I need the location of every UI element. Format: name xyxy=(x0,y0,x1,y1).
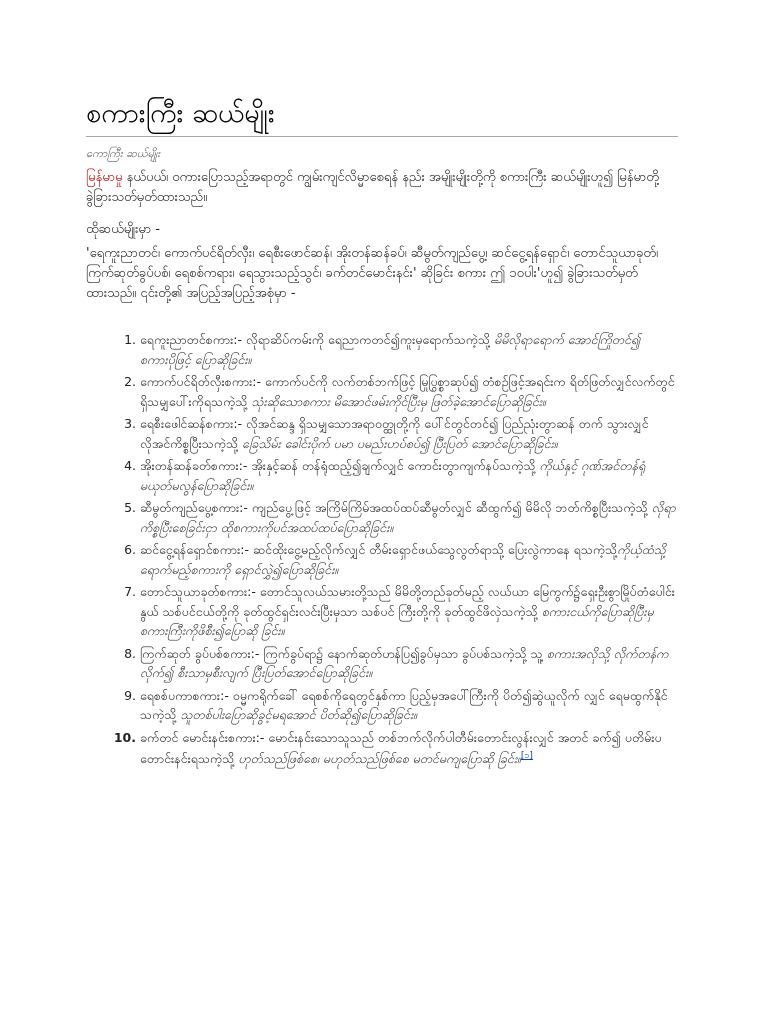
list-item xyxy=(124,582,678,641)
list-item-number: 5. xyxy=(124,500,136,515)
list-item-number: 4. xyxy=(124,458,136,473)
list-item xyxy=(113,728,678,769)
list-item xyxy=(124,644,678,683)
list-item-number: 9. xyxy=(124,687,136,703)
list-item xyxy=(124,540,678,579)
list-item-text: ကြက်ဆုတ် ခွပ်ပစ်စကား:- ကြက်ခွပ်ရာ၌ နောက်ဆုတ်ဟန်ပြ၍ခွပ်မှသာ ခွပ်ပစ်သကဲ့သို့ သူ့ xyxy=(140,645,547,661)
list-item-number: 10. xyxy=(113,729,136,745)
list-item-text: ရေစစ်ပကာစကား:- ဝမ္မကရိုက်ခေါ် ရေစစ်ကိုရေတွင်နှစ်ကာ ပြည့်မှအပေါ်ကြီးကို ပိတ်၍ဆွဲယူလိုက် လျှင် ရေမထွက်နိုင်သကဲ့သို့ xyxy=(140,687,668,722)
list-item-text: အိုးတန်ဆန်ခတ်စကား:- အိုးနှင့်ဆန် တန်ရုံထည့်၍ချက်လျှင် ကောင်းတွာကျက်နပ်သကဲ့သို့ xyxy=(140,458,540,473)
list-item-number: 6. xyxy=(124,542,136,557)
list-item-text: ရေကူးညာတင်စကား:- လိုရာဆိပ်ကမ်းကို ရေညာကတင်၍ကူးမှရောက်သကဲ့သို့ xyxy=(140,332,495,347)
list-item-text: ရေစီးဖေါင်ဆန်စကား:- လိုအင်ဆန္ဒ ရှိသမျှသောအရာဝတ္ထုတို့ကို ပေါ်င်တွင်တင်၍ ပြည်ညုံးတွာဆန် တက် သွားလျှင် လိုအင်ကိစ္စပြီးသကဲ့သို့ xyxy=(140,416,649,451)
list-item-text: ကောက်ပင်ရိတ်လှီးစကား:- ကောက်ပင်ကို လက်တစ်ဘက်ဖြင့် မြုပြွစ္စာဆုပ်၍ တံစဉ်ဖြင့်အရင်းက ရိတ်ဖြတ်လျှင်လက်တွင်ရှိသမျှပေါ်းကိုရသကဲ့သို့ xyxy=(140,374,675,409)
types-list xyxy=(86,330,678,772)
list-item-text: ဆင်ငွေ့ရန်ရှောင်စကား:- ဆင်ထိုးငွေ့မည့်လိုက်လျှင် တီမ်းရှောင်ဖယ်သွေလွတ်ရာသို့ ပြေးလွဲကာနေ ရသကဲ့သို့ xyxy=(140,542,618,557)
list-item xyxy=(124,372,678,411)
list-item-number: 7. xyxy=(124,584,136,599)
list-item-number: 8. xyxy=(124,645,136,661)
list-item-explanation: သုံးဆိုသောစကား မိအောင်ဖမ်းကိုင်ပြီးမှ ဖြတ်ခဲ့အောင်ပြောဆိုခြင်း။ xyxy=(251,393,546,409)
list-item-text: ဆီမွတ်ကျည်ပွေ့စကား:- ကျည်ပွေ့ဖြင့် အကြိမ်ကြိမ်အထပ်ထပ်ဆီမွတ်လျှင် ဆီထွက်၍ မိမိလို ဘတ်ကိစ္စပြီးသကဲ့သို့ xyxy=(140,500,652,515)
list-item xyxy=(124,686,678,725)
list-item-explanation: ကိုယ်နှင့် ဂုဏ်အင်တန်ရုံ မယုတ်မလွန်ပြောဆိုခြင်း။ xyxy=(140,458,646,493)
types-label: ထိုဆယ်မျိုးမှာ - xyxy=(86,222,161,237)
intro-paragraph xyxy=(86,168,678,208)
list-item-number: 1. xyxy=(124,332,136,347)
list-item-explanation: သူတစ်ပါးပြောဆိုခွင့်မရအောင် ပိတ်ဆို၍ပြောဆိုခြင်း။ xyxy=(180,707,417,722)
types-summary-paragraph: 'ရေကူးညာတင်၊ ကောက်ပင်ရိတ်လှီး၊ ရေစီးဖောင်ဆန်၊ အိုးတန်ဆန်ခပ်၊ ဆီမွတ်ကျည်ပွေ့၊ ဆင်ငွေ့ရန်ရှောင်၊ တောင်သူယာခုတ်၊ ကြက်ဆုတ်ခွပ်ပစ်၊ ရေစစ်ကရား၊ ရေသွားသည့်သွင်၊ ခက်တင်မောင်းနင်း' ဆိုခြင်း စကား ဤ ၁၀ပါး'ဟူ၍ ခွဲခြားသတ်မှတ်ထားသည်။ ၎င်းတို့၏ အပြည့်အပြည့်အစုံမှာ - xyxy=(86,246,659,301)
list-item-explanation: စကားအလိုသို့ လိုက်တန်ကလိုက်၍ စီးသာမှစီးလျက် ပြီးပြတ်အောင်ပြောဆိုခြင်း။ xyxy=(140,645,669,680)
intro-text: နယ်ပယ်၊ ဝကားပြောသည့်အရာတွင် ကျွမ်းကျင်လိမ္မာစေရန် နည်း အမျိုးမျိုးတို့ကို စကားကြီး ဆယ်မျိုးဟူ၍ မြန်မာတို့ ခွဲခြားသတ်မှတ်ထားသည်။ xyxy=(86,170,659,205)
list-item-number: 2. xyxy=(124,374,136,389)
reference-link[interactable]: [၁] xyxy=(520,751,533,761)
list-item xyxy=(124,414,678,453)
list-item-explanation: ဟုတ်သည်ဖြစ်စေ၊ မဟုတ်သည်ဖြစ်စေ မတင်မကျပြောဆို ခြင်း။ xyxy=(238,751,521,767)
list-item-explanation: မိမိလိုရာရောက် အောင်ကြိုတင်၍ စကားပိုဖြင့် ပြောဆိုခြင်း။ xyxy=(140,332,641,367)
myanmar-culture-link[interactable]: မြန်မာမှု xyxy=(86,170,123,185)
list-item-explanation: လိုရာကိစ္စပြီးစေခြင်းငှာ ထိုစကားကိုပင်အထပ်ထပ်ပြောဆိုခြင်း။ xyxy=(140,500,676,535)
list-item xyxy=(124,330,678,369)
page-title: စကားကြီး ဆယ်မျိုး xyxy=(86,98,275,129)
list-item xyxy=(124,498,678,537)
list-item-text: ခက်တင် မောင်းနင်းစကား:- မောင်းနင်းသောသူသည် တစ်ဘက်လိုက်ပါတီမ်းတောင်းလွန်းလျှင် အတင် ခက်၍ ပတိမ်းပတောင်းနင်းရသကဲ့သို့ xyxy=(140,729,662,767)
list-item-explanation: ခြေသိမ်း ခေါင်းပိုက် ပမာ ပမည်းပာပ်စပ်၍ ပြီးပြတ် အောင်ပြောဆိုခြင်း။ xyxy=(242,435,558,451)
list-item-explanation: ကိုယ့်ထံသို့ရောက်မည့်စကားကို ရှောင်လွှဲ၍ပြောဆိုခြင်း။ xyxy=(140,542,666,577)
title-divider xyxy=(86,136,678,137)
list-item-explanation: စကားငယ်ကိုပြောဆိုပြီးမှ စကားကြီးကိုဖိစီး၍ပြောဆို ခြင်း။ xyxy=(140,603,654,638)
list-item-number: 3. xyxy=(124,416,136,431)
page-subtitle: ကောကြီး ဆယ်မျိုး xyxy=(86,147,160,160)
list-item xyxy=(124,456,678,495)
list-item-text: တောင်သူယာခုတ်စကား:- တောင်သူလယ်သမားတို့သည် မိမိတို့တည်ခုတ်မည့် လယ်ယာ မြေကွက်၌ရှေးဦးစွာမြိုပ်တံပေါင်းနွယ် သစ်ပင်ငယ်တို့ကို ခုတ်ထွင်ရှင်းလင်းပြီးမှသာ သစ်ပင် ကြီးတို့ကို ခုတ်ထွင်ဖိလှဲသကဲ့သို့ xyxy=(140,584,675,619)
